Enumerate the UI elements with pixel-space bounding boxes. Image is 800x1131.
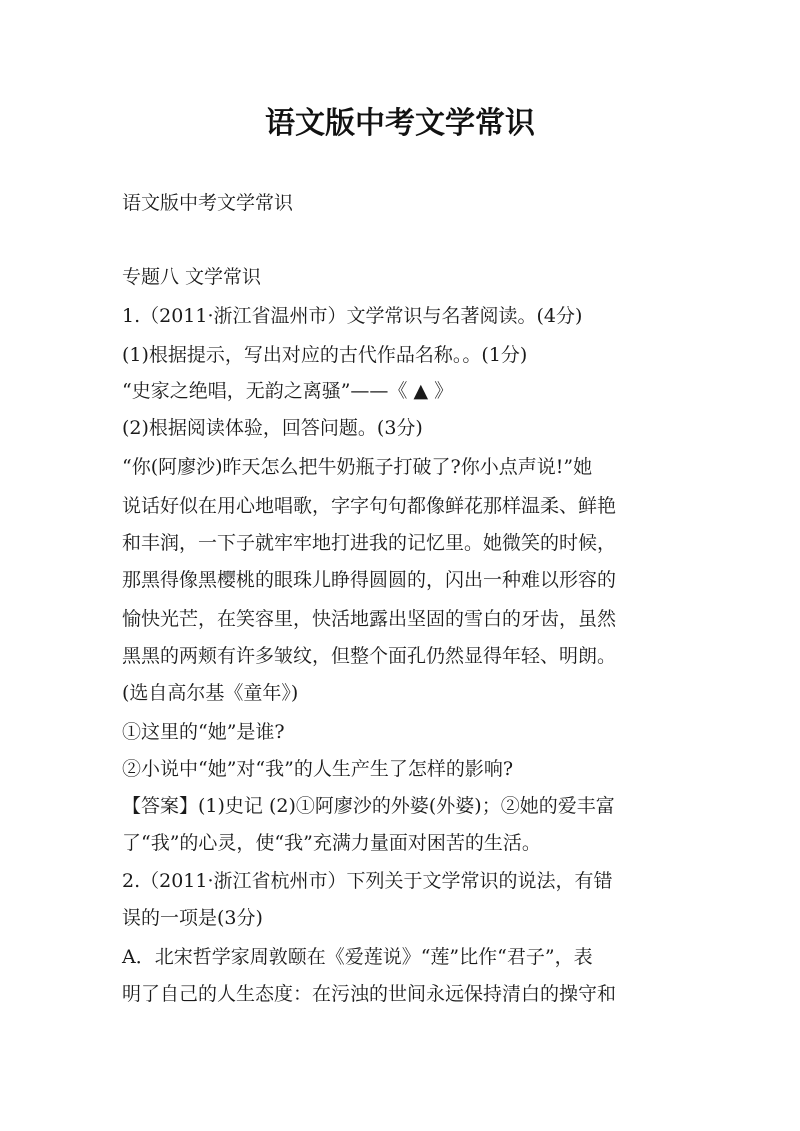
- question-2: 2.（2011·浙江省杭州市）下列关于文学常识的说法，有错: [122, 870, 613, 892]
- passage-line: 黑黑的两颊有许多皱纹，但整个面孔仍然显得年轻、明朗。: [122, 645, 617, 667]
- sub-question-2: ②小说中“她”对“我”的人生产生了怎样的影响?: [122, 758, 514, 780]
- passage-line: 愉快光芒，在笑容里，快活地露出坚固的雪白的牙齿，虽然: [122, 608, 617, 630]
- answer-line: 了“我”的心灵，使“我”充满力量面对困苦的生活。: [122, 832, 541, 854]
- question-1-prompt: “史家之绝唱，无韵之离骚”——《 ▲ 》: [122, 380, 454, 402]
- answer-line: 【答案】(1)史记 (2)①阿廖沙的外婆(外婆)；②她的爱丰富: [122, 795, 615, 817]
- passage-line: 说话好似在用心地唱歌，字字句句都像鲜花那样温柔、鲜艳: [122, 495, 617, 517]
- document-title: 语文版中考文学常识: [265, 106, 535, 141]
- passage-line: “你(阿廖沙)昨天怎么把牛奶瓶子打破了?你小点声说!”她: [122, 456, 593, 478]
- question-1: 1.（2011·浙江省温州市）文学常识与名著阅读。(4分): [122, 305, 583, 327]
- question-2-cont: 误的一项是(3分): [122, 907, 263, 929]
- option-a: A．北宋哲学家周敦颐在《爱莲说》“莲”比作“君子”，表: [122, 946, 593, 968]
- sub-question-1: ①这里的“她”是谁?: [122, 721, 285, 743]
- passage-line: 和丰润，一下子就牢牢地打进我的记忆里。她微笑的时候，: [122, 532, 617, 554]
- passage-source: (选自高尔基《童年》): [122, 682, 299, 704]
- passage-line: 那黑得像黑樱桃的眼珠儿睁得圆圆的，闪出一种难以形容的: [122, 569, 617, 591]
- question-1-part-2: (2)根据阅读体验，回答问题。(3分): [122, 417, 423, 439]
- section-heading: 专题八 文学常识: [122, 266, 262, 288]
- subtitle: 语文版中考文学常识: [122, 192, 294, 214]
- question-1-part-1: (1)根据提示，写出对应的古代作品名称。。(1分): [122, 344, 528, 366]
- option-a-cont: 明了自己的人生态度：在污浊的世间永远保持清白的操守和: [122, 983, 617, 1005]
